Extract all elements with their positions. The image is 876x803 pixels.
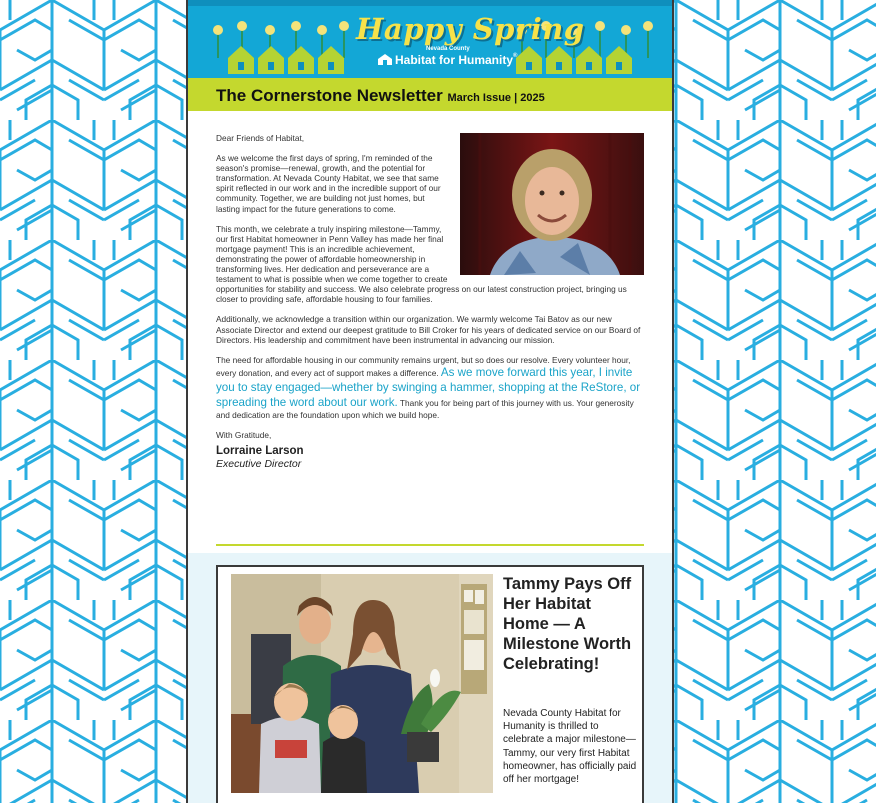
feature-card xyxy=(216,565,644,803)
newsletter-issue: March Issue | 2025 xyxy=(447,92,545,104)
letter-paragraph-4 xyxy=(216,355,644,420)
header-banner xyxy=(188,0,672,78)
houses-right-icon xyxy=(516,44,636,74)
letter-paragraph-2: This month, we celebrate a truly inspiring milestone—Tammy, our first Habitat homeowner in Penn Valley has made her final mortgage payment! This is an incredible achievement, demonstrating the power of affordable homeownership in transforming lives. Her dedication and perseverance are a testament to what is possible when we come together to create opportunities for stability and success. We also celebrate progress on our latest construction project, bringing us closer to providing safe, affordable housing to four families. xyxy=(216,223,627,305)
section-divider xyxy=(216,544,644,546)
letter-closing: With Gratitude, xyxy=(216,429,272,440)
feature-photo xyxy=(231,574,493,793)
letter-paragraph-1: As we welcome the first days of spring, I'm reminded of the season's promise—renewal, growth, and the potential for transformation. At Nevada County Habitat, we see that same spirit reflected in our work and in the incredible support of our community. Together, we are building not just homes, but lasting impact for the future generations to come. xyxy=(216,153,441,214)
director-portrait-image xyxy=(460,133,644,275)
org-name: Habitat for Humanity xyxy=(395,53,514,67)
org-mark: ® xyxy=(513,53,518,59)
family-photo-image xyxy=(231,574,493,793)
letter-highlight: As we move forward this year, I invite you to stay engaged—whether by swinging a hammer, shopping at the ReStore, or spreading the word about our work. xyxy=(216,365,641,409)
letter-paragraph-4-end: Thank you for being part of this journey with us. Your generosity and dedication are the foundation upon which we build hope. xyxy=(216,397,634,420)
letter-salutation: Dear Friends of Habitat, xyxy=(216,133,305,143)
newsletter-title xyxy=(216,86,545,106)
newsletter-page xyxy=(186,0,674,803)
newsletter-name: The Cornerstone Newsletter xyxy=(216,86,443,105)
letter-paragraph-4-start: The need for affordable housing in our community remains urgent, but so does our resolve. Every volunteer hour, every donation, and every act of support makes a difference. xyxy=(216,354,631,378)
habitat-logo-icon xyxy=(378,54,392,65)
banner-top-strip xyxy=(188,0,672,6)
org-logo[interactable] xyxy=(378,53,517,67)
feature-body: Nevada County Habitat for Humanity is thrilled to celebrate a major milestone—Tammy, our very first Habitat homeowner, has officially paid off her mortgage! xyxy=(503,708,637,786)
signer-title: Executive Director xyxy=(216,457,302,470)
feature-title[interactable]: Tammy Pays Off Her Habitat Home — A Milestone Worth Celebrating! xyxy=(503,575,632,673)
director-photo xyxy=(460,133,644,275)
director-letter xyxy=(216,133,644,471)
signer-name: Lorraine Larson xyxy=(216,444,304,457)
happy-spring-headline: Happy Spring xyxy=(356,12,585,46)
letter-paragraph-3: Additionally, we acknowledge a transition within our organization. We warmly welcome Tai Batov as our new Associate Director and extend our deepest gratitude to Bill Croker for his years of dedicated service on our Board of Directors. His leadership and commitment have been instrumental in advancing our mission. xyxy=(216,314,641,345)
org-region: Nevada County xyxy=(426,46,470,52)
houses-left-icon xyxy=(228,44,348,74)
